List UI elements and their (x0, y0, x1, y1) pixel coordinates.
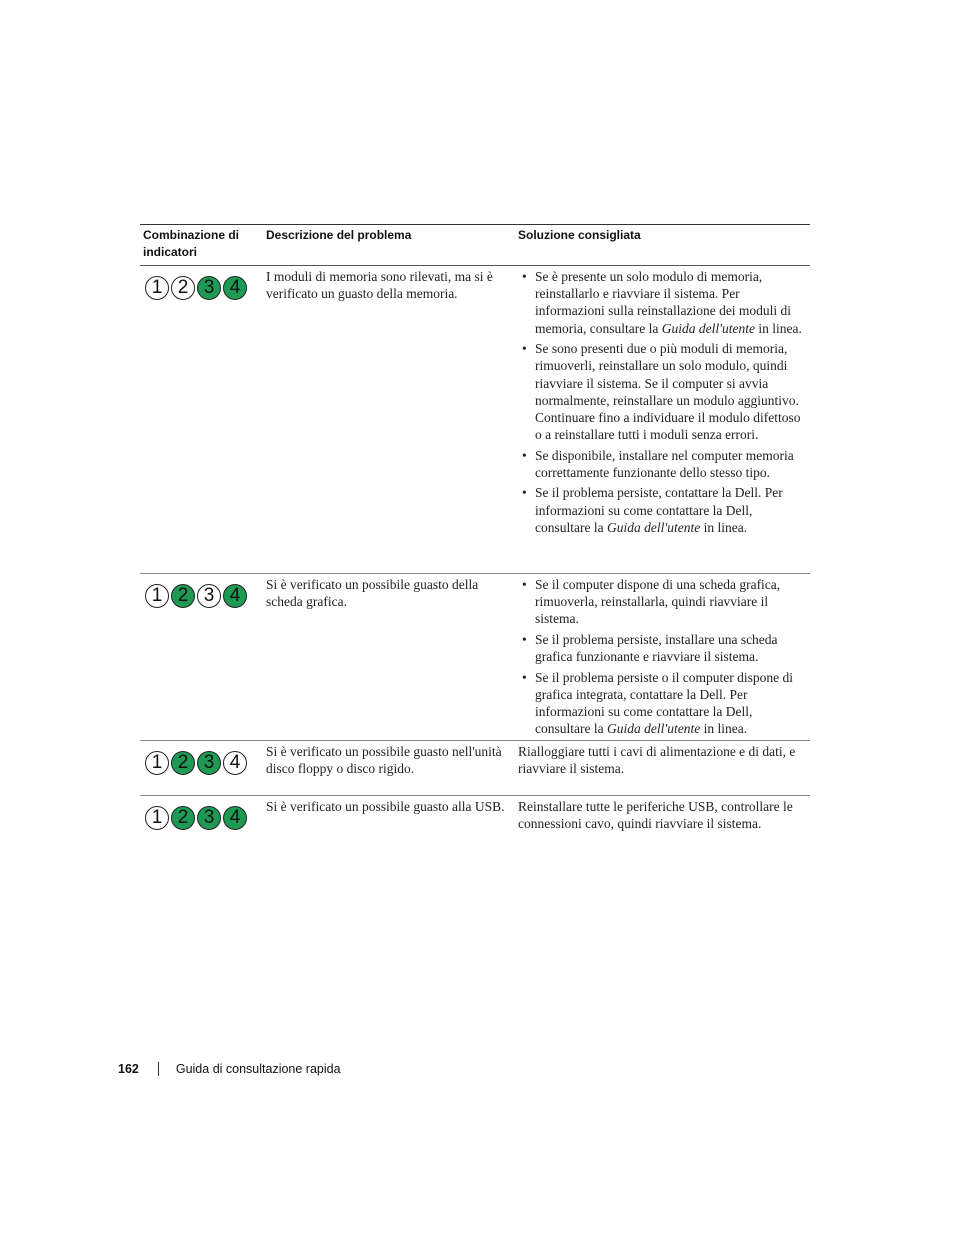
solution-list-item (518, 484, 810, 536)
diagnostic-light-1-icon: 1 (145, 806, 169, 830)
led-combination-cell (140, 743, 263, 795)
recommended-solution (515, 268, 810, 573)
recommended-solution: Rialloggiare tutti i cavi di alimentazione e di dati, e riavviare il sistema. (518, 744, 796, 777)
diagnostic-light-1-icon: 1 (145, 584, 169, 608)
diagnostic-light-3-icon: 3 (197, 751, 221, 775)
diagnostic-light-4-icon: 4 (223, 584, 247, 608)
solution-list-item (518, 447, 810, 481)
diagnostic-light-2-icon: 2 (171, 751, 195, 775)
table-row (140, 741, 810, 796)
diagnostic-light-1-icon: 1 (145, 751, 169, 775)
solution-text-tail: in linea. (700, 519, 748, 535)
problem-description: Si è verificato un possibile guasto nell'unità disco floppy o disco rigido. (266, 744, 502, 777)
diagnostic-light-2-icon: 2 (171, 806, 195, 830)
solution-text: Se sono presenti due o più moduli di memoria, rimuoverli, reinstallare un solo modulo, quindi riavviare il sistema. Se il computer si avvia normalmente, reinstallare un modulo aggiuntivo. Continuare fino a individuare il modulo difettoso o a reinstallare tutti i moduli senza errori. (535, 341, 801, 443)
user-guide-reference: Guida dell'utente (661, 320, 755, 336)
recommended-solution: Reinstallare tutte le periferiche USB, controllare le connessioni cavo, quindi riavviare il sistema. (518, 799, 793, 832)
header-recommended-solution: Soluzione consigliata (518, 228, 641, 242)
diagnostic-lights (143, 268, 263, 300)
diagnostic-light-4-icon: 4 (223, 276, 247, 300)
header-light-combination: Combinazione di indicatori (143, 228, 239, 259)
table-header (140, 225, 810, 266)
solution-text-tail: in linea. (754, 320, 802, 336)
solution-text-tail: in linea. (700, 721, 748, 737)
diagnostic-lights-table (140, 224, 810, 841)
header-problem-description: Descrizione del problema (266, 228, 412, 242)
table-row (140, 574, 810, 741)
page-number: 162 (118, 1062, 139, 1076)
solution-list-item (518, 631, 810, 665)
diagnostic-light-3-icon: 3 (197, 806, 221, 830)
table-row (140, 796, 810, 841)
diagnostic-light-2-icon: 2 (171, 584, 195, 608)
solution-text: Se il problema persiste, contattare la Dell. Per informazioni su come contattare la Dell, consultare la (535, 485, 783, 535)
problem-description: Si è verificato un possibile guasto alla USB. (266, 799, 505, 814)
solution-text: Se è presente un solo modulo di memoria, reinstallarlo e riavviare il sistema. Per informazioni sulla reinstallazione dei moduli di memoria, consultare la (535, 269, 792, 336)
diagnostic-light-3-icon: 3 (197, 276, 221, 300)
page-footer (118, 1062, 341, 1076)
solution-text: Se il problema persiste o il computer dispone di grafica integrata, contattare la Dell. Per informazioni su come contattare la Dell, consultare la (535, 669, 793, 737)
solution-text: Se il problema persiste, installare una scheda grafica funzionante e riavviare il sistema. (535, 631, 778, 665)
problem-description: Si è verificato un possibile guasto della scheda grafica. (266, 577, 479, 610)
footer-separator (158, 1062, 159, 1076)
solution-text: Se il computer dispone di una scheda grafica, rimuoverla, reinstallarla, quindi riavviare il sistema. (535, 577, 781, 627)
solution-list (518, 268, 810, 536)
led-combination-cell (140, 576, 263, 740)
footer-title: Guida di consultazione rapida (175, 1062, 341, 1076)
diagnostic-light-1-icon: 1 (145, 276, 169, 300)
diagnostic-light-4-icon: 4 (223, 806, 247, 830)
diagnostic-light-4-icon: 4 (223, 751, 247, 775)
diagnostic-light-3-icon: 3 (197, 584, 221, 608)
diagnostic-lights (143, 576, 263, 608)
solution-list (518, 576, 810, 737)
diagnostic-lights (143, 743, 263, 775)
user-guide-reference: Guida dell'utente (606, 721, 701, 737)
user-guide-reference: Guida dell'utente (606, 519, 701, 535)
solution-list-item (518, 268, 810, 337)
diagnostic-lights (143, 798, 263, 830)
problem-description: I moduli di memoria sono rilevati, ma si è verificato un guasto della memoria. (266, 269, 493, 302)
diagnostic-light-2-icon: 2 (171, 276, 195, 300)
solution-list-item (518, 669, 810, 738)
recommended-solution (515, 576, 810, 740)
solution-text: Se disponibile, installare nel computer memoria correttamente funzionante dello stesso tipo. (535, 447, 794, 480)
led-combination-cell (140, 798, 263, 841)
solution-list-item (518, 340, 810, 443)
solution-list-item (518, 576, 810, 628)
led-combination-cell (140, 268, 263, 573)
table-row (140, 266, 810, 574)
